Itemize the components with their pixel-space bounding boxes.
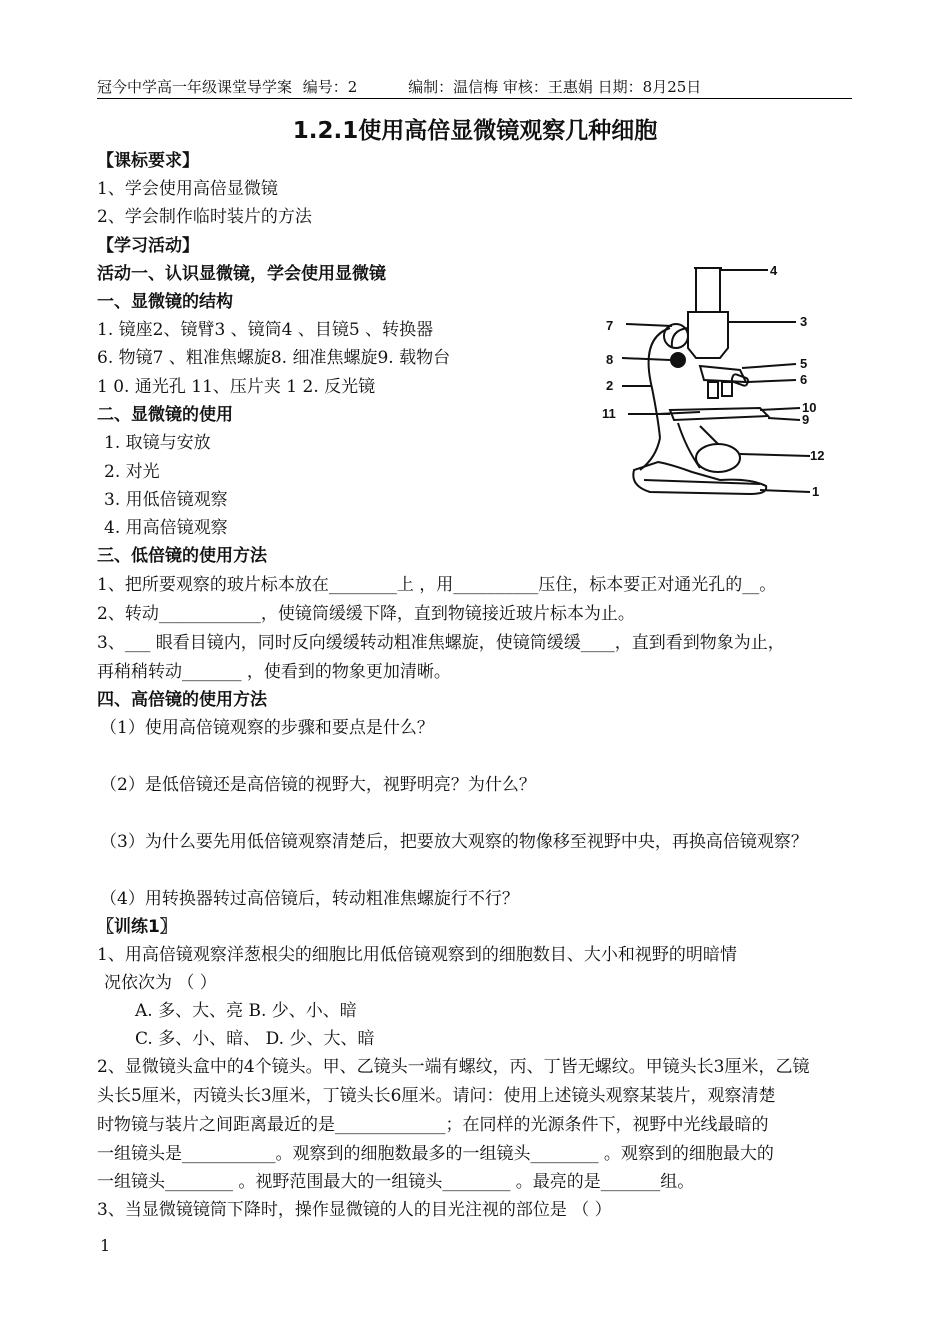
training-q2-line-1: 2、显微镜头盒中的4个镜头。甲、乙镜头一端有螺纹，丙、丁皆无螺纹。甲镜头长3厘米，乙镜 <box>97 1057 810 1077</box>
usage-item-1: 1. 取镜与安放 <box>104 433 211 453</box>
curriculum-item-1: 1、学会使用高倍显微镜 <box>97 179 278 199</box>
low-power-heading: 三、低倍镜的使用方法 <box>97 546 267 566</box>
high-power-question-1: （1）使用高倍镜观察的步骤和要点是什么？ <box>100 718 434 738</box>
diagram-label-7: 7 <box>606 318 614 333</box>
nosepiece-shape <box>700 366 746 382</box>
training-q2-line-5: 一组镜头________ 。视野范围最大的一组镜头________ 。最亮的是_______组。 <box>97 1172 695 1192</box>
header-editor: 编制：温信梅 审核：王惠娟 日期：8月25日 <box>408 78 702 96</box>
training-q1-line-2: 况依次为 （ ） <box>104 973 217 993</box>
diagram-label-10: 10 <box>802 400 817 415</box>
diagram-label-11: 11 <box>602 406 616 421</box>
diagram-label-12: 12 <box>810 448 825 463</box>
page-number: 1 <box>100 1236 111 1255</box>
curriculum-heading: 【课标要求】 <box>97 151 199 171</box>
usage-item-3: 3. 用低倍镜观察 <box>104 490 228 510</box>
coarse-knob-shape <box>664 324 688 348</box>
high-power-question-4: （4）用转换器转过高倍镜后，转动粗准焦螺旋行不行？ <box>100 889 519 909</box>
diagram-label-8: 8 <box>606 352 614 367</box>
diagram-label-4: 4 <box>770 263 778 278</box>
structure-line-2: 6. 物镜7 、粗准焦螺旋8. 细准焦螺旋9. 载物台 <box>97 348 451 368</box>
low-power-step-2: 2、转动____________，使镜筒缓缓下降，直到物镜接近玻片标本为止。 <box>97 604 635 624</box>
header-school: 冠今中学高一年级课堂导学案 <box>97 78 293 96</box>
microscope-diagram <box>600 258 840 503</box>
high-power-heading: 四、高倍镜的使用方法 <box>97 690 267 710</box>
usage-item-2: 2. 对光 <box>104 462 160 482</box>
usage-item-4: 4. 用高倍镜观察 <box>104 518 228 538</box>
mirror-shape <box>696 444 740 472</box>
page-title: 1.2.1使用高倍显微镜观察几种细胞 <box>292 118 658 144</box>
diagram-label-5: 5 <box>800 356 808 371</box>
training-q1-line-1: 1、用高倍镜观察洋葱根尖的细胞比用低倍镜观察到的细胞数目、大小和视野的明暗情 <box>97 945 737 965</box>
diagram-label-6: 6 <box>800 372 808 387</box>
diagram-label-3: 3 <box>800 314 808 329</box>
structure-line-3: 1 0. 通光孔 11、压片夹 1 2. 反光镜 <box>97 377 376 397</box>
training-q1-options-1: A. 多、大、亮 B. 少、小、暗 <box>135 1001 357 1021</box>
training-q3: 3、当显微镜镜筒下降时，操作显微镜的人的目光注视的部位是 （ ） <box>97 1200 612 1220</box>
stage-shape <box>670 408 768 420</box>
training-q2-line-3: 时物镜与装片之间距离最近的是_____________；在同样的光源条件下，视野中光线最暗的 <box>97 1115 769 1135</box>
activity-heading: 【学习活动】 <box>97 236 199 256</box>
training-q2-line-2: 头长5厘米，丙镜头长3厘米，丁镜头长6厘米。请问：使用上述镜头观察某装片，观察清楚 <box>97 1086 776 1106</box>
header-number: 编号：2 <box>302 78 358 96</box>
training-q2-line-4: 一组镜头是___________。观察到的细胞数最多的一组镜头________ 。观察到的细胞最大的 <box>97 1144 774 1164</box>
usage-heading: 二、显微镜的使用 <box>97 405 233 425</box>
training-q1-options-2: C. 多、小、暗、 D. 少、大、暗 <box>135 1029 375 1049</box>
low-power-step-3b: 再稍稍转动_______ ，使看到的物象更加清晰。 <box>97 662 451 682</box>
high-power-question-3: （3）为什么要先用低倍镜观察清楚后，把要放大观察的物像移至视野中央，再换高倍镜观察？ <box>100 832 808 852</box>
high-power-question-2: （2）是低倍镜还是高倍镜的视野大，视野明亮？为什么？ <box>100 775 536 795</box>
tube-shape <box>688 312 728 358</box>
structure-heading: 一、显微镜的结构 <box>97 292 233 312</box>
eyepiece-shape <box>696 268 720 312</box>
diagram-label-2: 2 <box>606 378 614 393</box>
activity-one-title: 活动一、认识显微镜，学会使用显微镜 <box>97 264 386 284</box>
curriculum-item-2: 2、学会制作临时装片的方法 <box>97 207 312 227</box>
diagram-label-1: 1 <box>812 484 820 499</box>
fine-knob-shape <box>671 353 685 367</box>
low-power-step-1: 1、把所要观察的玻片标本放在________上 ，用__________压住，标本要正对通光孔的__。 <box>97 575 777 595</box>
structure-line-1: 1. 镜座2、镜臂3 、镜筒4 、目镜5 、转换器 <box>97 320 434 340</box>
low-power-step-3a: 3、___ 眼看目镜内，同时反向缓缓转动粗准焦螺旋，使镜筒缓缓____，直到看到物象为止， <box>97 633 785 653</box>
diagram-label-9: 9 <box>802 412 810 427</box>
page-header <box>97 76 852 99</box>
training-heading: 〖训练1〗 <box>97 917 177 937</box>
